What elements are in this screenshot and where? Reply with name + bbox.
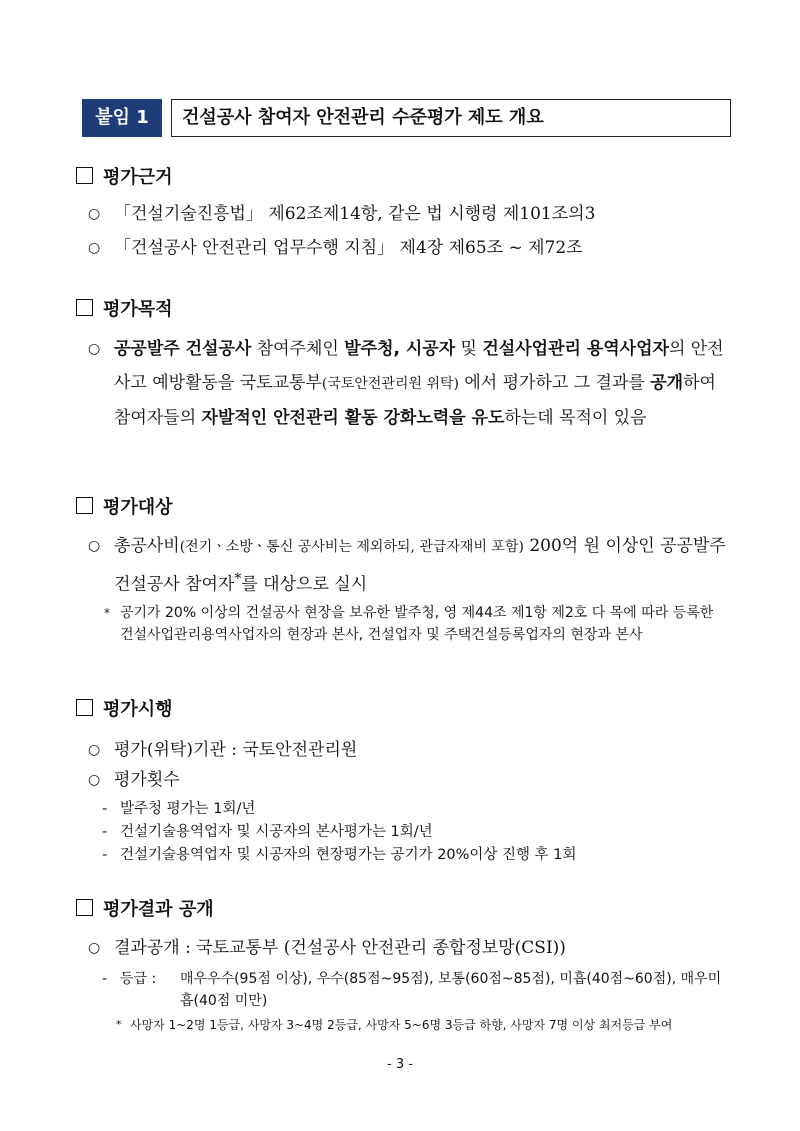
section-heading-label: 평가목적 xyxy=(103,299,173,320)
basis-item-text: 「건설기술진흥법」 제62조제14항, 같은 법 시행령 제101조의3 xyxy=(114,204,596,224)
section-heading-label: 평가근거 xyxy=(103,167,173,188)
section-heading-basis xyxy=(76,166,173,190)
section-heading-execution xyxy=(76,698,173,722)
asterisk-mark: * xyxy=(116,1018,122,1031)
circle-bullet-icon: ○ xyxy=(88,772,101,788)
dash-item: - 발주청 평가는 1회/년 xyxy=(102,798,722,820)
title-row xyxy=(82,99,722,137)
target-text: 총공사비(전기ㆍ소방ㆍ통신 공사비는 제외하되, 관급자재비 포함) 200억 원 이상인 공공발주 건설공사 참여자*를 대상으로 실시 xyxy=(114,536,726,595)
grade-text: 매우우수(95점 이상), 우수(85점~95점), 보통(60점~85점), 미흡(40점~60점), 매우미흡(40점 미만) xyxy=(180,971,722,1009)
document-title: 건설공사 참여자 안전관리 수준평가 제도 개요 xyxy=(171,99,731,137)
attachment-tag: 붙임 1 xyxy=(82,99,162,137)
circle-bullet-icon: ○ xyxy=(88,538,101,554)
circle-bullet-icon: ○ xyxy=(88,742,101,758)
grade-item xyxy=(102,968,728,1012)
purpose-paragraph xyxy=(88,332,728,435)
grade-footnote xyxy=(116,1016,736,1034)
grade-footnote-text: 사망자 1~2명 1등급, 사망자 3~4명 2등급, 사망자 5~6명 3등급 하향, 사망자 7명 이상 최저등급 부여 xyxy=(130,1018,673,1032)
list-item xyxy=(88,232,728,264)
circle-bullet-icon: ○ xyxy=(88,206,101,222)
agency-text: 평가(위탁)기관 : 국토안전관리원 xyxy=(114,740,358,760)
dash-item: - 건설기술용역업자 및 시공자의 본사평가는 1회/년 xyxy=(102,821,722,843)
circle-bullet-icon: ○ xyxy=(88,240,101,256)
circle-bullet-icon: ○ xyxy=(88,940,101,956)
list-item xyxy=(88,764,728,796)
target-paragraph xyxy=(88,530,728,601)
section-heading-results xyxy=(76,898,214,922)
list-item xyxy=(88,932,728,964)
section-heading-label: 평가결과 공개 xyxy=(103,899,214,920)
checkbox-square-icon xyxy=(76,497,93,514)
grade-label: 등급 : xyxy=(120,971,157,987)
section-heading-target xyxy=(76,496,173,520)
dash-mark: - xyxy=(102,971,108,987)
section-heading-label: 평가대상 xyxy=(103,497,173,518)
dash-mark: - xyxy=(102,847,108,863)
dash-mark: - xyxy=(102,801,108,817)
section-heading-label: 평가시행 xyxy=(103,699,173,720)
dash-mark: - xyxy=(102,824,108,840)
list-item xyxy=(88,734,728,766)
checkbox-square-icon xyxy=(76,167,93,184)
asterisk-mark: * xyxy=(104,606,110,620)
checkbox-square-icon xyxy=(76,299,93,316)
list-item xyxy=(88,198,728,230)
circle-bullet-icon: ○ xyxy=(88,341,101,357)
purpose-text: 공공발주 건설공사 참여주체인 발주청, 시공자 및 건설사업관리 용역사업자의 안전사고 예방활동을 국토교통부(국토안전관리원 위탁) 에서 평가하고 그 결과를 공개하여 참여자들의 자발적인 안전관리 활동 강화노력을 유도하는데 목적이 있음 xyxy=(114,339,724,428)
disclosure-text: 결과공개 : 국토교통부 (건설공사 안전관리 종합정보망(CSI)) xyxy=(114,938,566,958)
checkbox-square-icon xyxy=(76,699,93,716)
basis-item-text: 「건설공사 안전관리 업무수행 지침」 제4장 제65조 ~ 제72조 xyxy=(114,238,583,258)
checkbox-square-icon xyxy=(76,899,93,916)
target-footnote-text: 공기가 20% 이상의 건설공사 현장을 보유한 발주청, 영 제44조 제1항 제2호 다 목에 따라 등록한 건설사업관리용역사업자의 현장과 본사, 건설업자 및 주택건설등록업자의 현장과 본사 xyxy=(120,605,714,643)
frequency-text: 평가횟수 xyxy=(114,770,180,790)
target-footnote xyxy=(104,602,724,646)
dash-item: - 건설기술용역업자 및 시공자의 현장평가는 공기가 20%이상 진행 후 1회 xyxy=(102,844,722,866)
page-number: - 3 - xyxy=(387,1057,413,1072)
section-heading-purpose xyxy=(76,298,173,322)
